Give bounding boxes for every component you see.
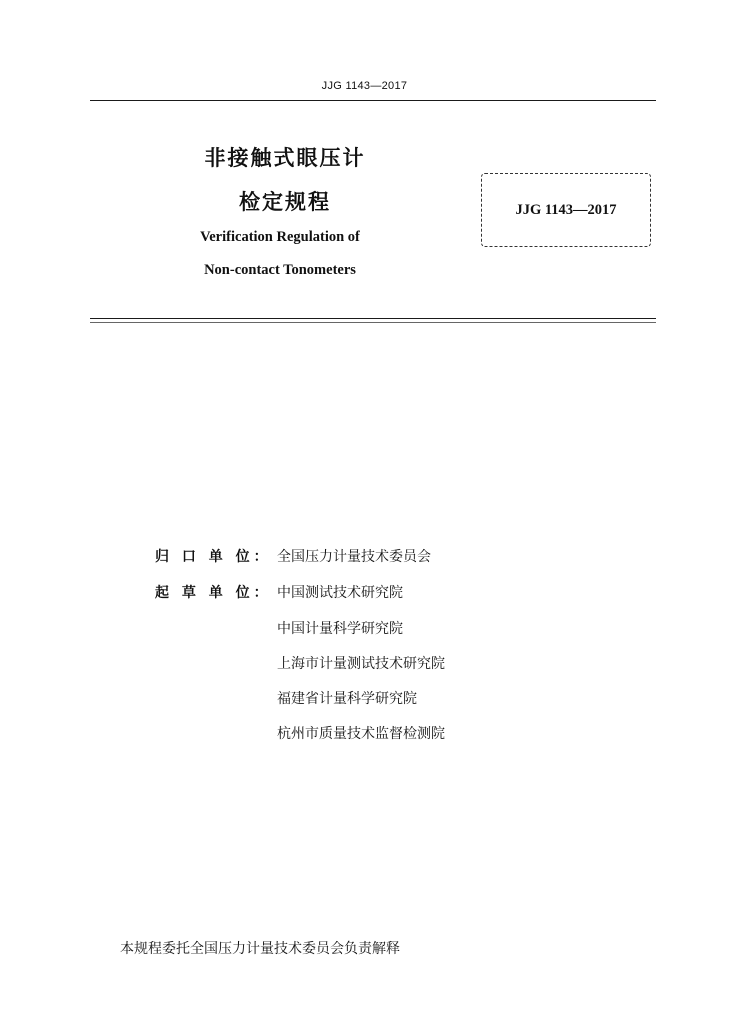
drafting-unit-item: 上海市计量测试技术研究院	[277, 656, 445, 672]
drafting-units-label: 起 草 单 位：	[155, 585, 272, 601]
divider-rule-secondary	[90, 322, 656, 323]
header-rule	[90, 100, 656, 101]
regulation-code-box	[481, 173, 651, 247]
header-code: JJG 1143—2017	[321, 80, 408, 92]
title-english-line2: Non-contact Tonometers	[204, 262, 356, 278]
drafting-unit-item: 福建省计量科学研究院	[277, 691, 417, 707]
drafting-unit-item: 中国测试技术研究院	[277, 585, 403, 601]
responsible-unit-value: 全国压力计量技术委员会	[277, 549, 431, 565]
divider-rule	[90, 318, 656, 319]
title-chinese-line1: 非接触式眼压计	[204, 146, 366, 170]
responsible-unit-label: 归 口 单 位：	[155, 549, 272, 565]
title-english-line1: Verification Regulation of	[200, 229, 360, 245]
interpretation-note: 本规程委托全国压力计量技术委员会负责解释	[120, 941, 400, 957]
drafting-unit-item: 杭州市质量技术监督检测院	[277, 726, 445, 742]
title-chinese-line2: 检定规程	[239, 190, 331, 214]
drafting-unit-item: 中国计量科学研究院	[277, 621, 403, 637]
regulation-code: JJG 1143—2017	[515, 201, 617, 218]
